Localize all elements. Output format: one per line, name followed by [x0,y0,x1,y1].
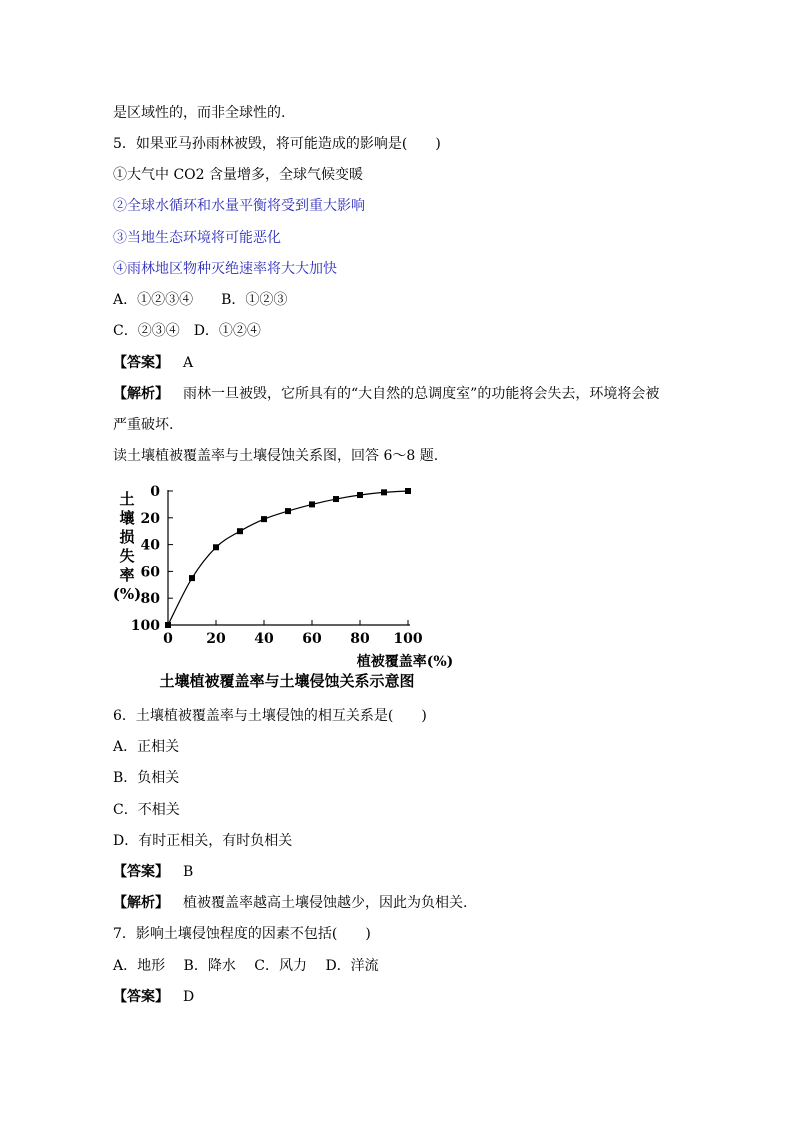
x-axis-label: 植被覆盖率(%) [356,654,454,670]
x-tick-label: 20 [206,631,226,647]
y-tick-label: 100 [130,618,160,634]
answer-5 [113,353,193,373]
explanation-6 [113,893,467,913]
y-label-char: 率 [119,566,135,584]
chart-title: 土壤植被覆盖率与土壤侵蚀关系示意图 [159,672,415,690]
data-point [165,622,171,628]
erosion-chart [100,478,460,693]
data-point [237,528,243,534]
y-label-char: 损 [119,528,135,546]
y-label-char: 壤 [119,509,135,527]
question-6: 6．土壤植被覆盖率与土壤侵蚀的相互关系是( ) [113,708,427,724]
x-tick-label: 80 [350,631,370,647]
y-label-char: 土 [119,490,135,508]
choice-6c: C．不相关 [113,802,180,818]
x-tick-label: 100 [393,631,423,647]
explanation-5-cont: 严重破坏. [113,417,174,433]
data-point [333,496,339,502]
text-line: 是区域性的，而非全球性的. [113,105,286,121]
y-tick-label: 0 [150,484,160,500]
y-axis-label [113,490,141,603]
answer-value: A [183,355,194,371]
x-tick-label: 40 [254,631,274,647]
answer-value: B [183,864,194,880]
y-label-char: 失 [119,547,135,565]
data-point [381,489,387,495]
explanation-text: 雨林一旦被毁，它所具有的“大自然的总调度室”的功能将会失去，环境将会被 [183,386,660,402]
data-point [357,492,363,498]
choices-5-cd: C．②③④ D．①②④ [113,323,261,339]
data-point [285,508,291,514]
choice-6b: B．负相关 [113,770,180,786]
statement-4: ④雨林地区物种灭绝速率将大大加快 [113,261,337,277]
reading-instruction: 读土壤植被覆盖率与土壤侵蚀关系图，回答 6～8 题. [113,448,439,464]
y-tick-label: 20 [140,510,160,527]
data-point [189,575,195,581]
answer-label: 【答案】 [113,355,169,371]
answer-7 [113,987,194,1007]
answer-6 [113,862,193,882]
answer-value: D [183,989,195,1005]
explanation-5 [113,384,659,404]
x-tick-label: 0 [163,631,173,647]
y-tick-label: 80 [140,591,160,608]
answer-label: 【答案】 [113,989,169,1005]
choice-6d: D．有时正相关，有时负相关 [113,833,293,849]
y-tick-label: 40 [140,537,160,554]
data-point [261,516,267,522]
y-tick-label: 60 [140,564,160,581]
statement-1: ①大气中 CO2 含量增多，全球气候变暖 [113,167,363,183]
question-5: 5．如果亚马孙雨林被毁，将可能造成的影响是( ) [113,136,441,152]
question-7: 7．影响土壤侵蚀程度的因素不包括( ) [113,926,371,942]
data-point [213,544,219,550]
explanation-text: 植被覆盖率越高土壤侵蚀越少，因此为负相关. [183,895,468,911]
data-point [405,488,411,494]
answer-label: 【答案】 [113,864,169,880]
statement-3: ③当地生态环境将可能恶化 [113,230,281,246]
y-label-char: (%) [112,585,142,603]
explanation-label: 【解析】 [113,386,169,402]
explanation-label: 【解析】 [113,895,169,911]
choice-6a: A．正相关 [113,739,180,755]
choices-7: A．地形 B．降水 C．风力 D．洋流 [113,958,379,974]
x-tick-label: 60 [302,631,322,647]
data-point [309,501,315,507]
statement-2: ②全球水循环和水量平衡将受到重大影响 [113,198,365,214]
choices-5-ab: A．①②③④ B．①②③ [113,292,288,308]
